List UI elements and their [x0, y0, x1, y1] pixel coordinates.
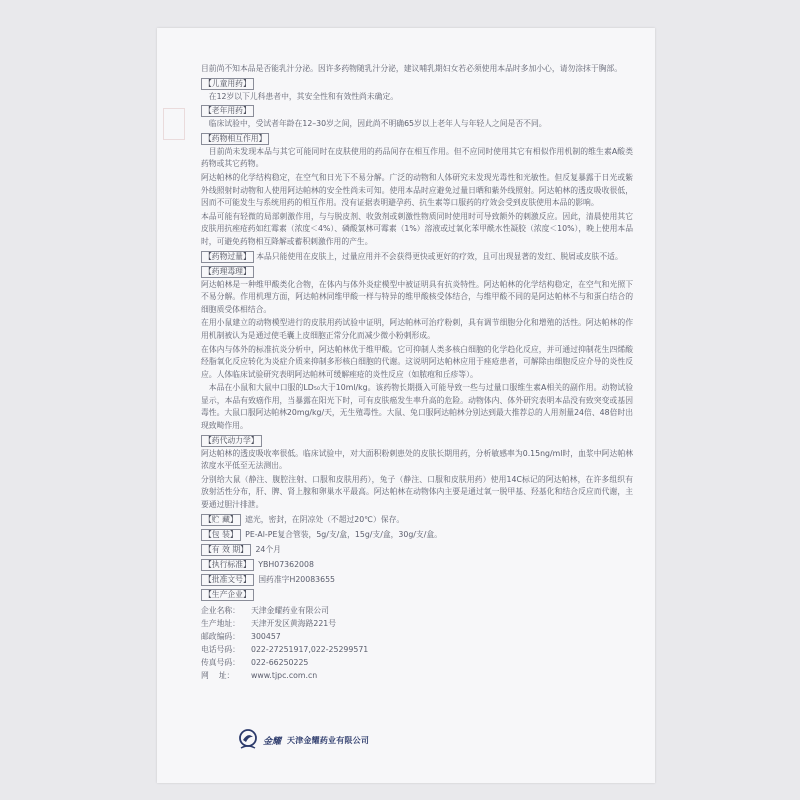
manufacturer-row — [201, 588, 633, 602]
section-head-package: 【包 装】 — [201, 529, 241, 541]
faint-stamp — [163, 108, 185, 140]
interactions-p2: 阿达帕林的化学结构稳定，在空气和日光下不易分解。广泛的动物和人体研究未发现光毒性和光敏性。但反复暴露于日光或紫外线照射时动物和人使用阿达帕林的安全性尚未可知。使用本品时应避免过量日晒和紫外线照射。阿达帕林的透皮吸收很低，因而不可能发生与系统用药的相互作用。没有证据表明避孕药、抗生素等口服药的疗效会受到皮肤使用本品的影响。 — [201, 172, 633, 208]
logo-brand: 金耀 — [263, 736, 282, 747]
package-row — [201, 528, 633, 542]
section-head-validity: 【有 效 期】 — [201, 544, 251, 556]
contact-line — [201, 630, 633, 643]
approval-row — [201, 573, 633, 587]
section-head-standard: 【执行标准】 — [201, 559, 254, 571]
overdose-block — [201, 250, 633, 264]
lactation-paragraph: 目前尚不知本品是否能乳汁分泌。因许多药物随乳汁分泌，建议哺乳期妇女若必须使用本品时多加小心，请勿涂抹于胸部。 — [201, 64, 623, 73]
contact-key: 邮政编码： — [201, 631, 240, 641]
package-text: PE-Al-PE复合管装，5g/支/盒，15g/支/盒，30g/支/盒。 — [245, 529, 442, 539]
contact-value: 天津开发区黄海路221号 — [251, 618, 337, 628]
contact-key: 传真号码： — [201, 658, 240, 667]
website-value: www.tjpc.com.cn — [251, 671, 318, 681]
standard-text: YBH07362008 — [258, 559, 314, 569]
pharmacology-p3: 在体内与体外的标准抗炎分析中，阿达帕林优于维甲酸。它可抑制人类多核白细胞的化学趋化反应，并可通过抑制花生四烯酸经脂氧化反应转化为炎症介质来抑制多形核白细胞的代谢。这说明阿达帕林应用于痤疮患者，可解除由细胞反应介导的炎性反应。人体临床试验研究表明阿达帕林可缓解痤疮的炎性反应（如脓疱和丘疹等）。 — [201, 344, 633, 379]
contact-line — [201, 643, 633, 656]
contact-value: 天津金耀药业有限公司 — [251, 605, 329, 615]
manufacturer-contact — [201, 604, 633, 683]
jinyao-logo-icon — [237, 728, 259, 752]
pharmacology-p2: 在用小鼠建立的动物模型进行的皮肤用药试验中证明，阿达帕林可治疗粉刺，具有调节细胞分化和增殖的活性。阿达帕林的作用机制被认为是通过使毛囊上皮细胞正常分化而减少微小粉刺形成。 — [201, 318, 633, 340]
approval-text: 国药准字H20083655 — [258, 574, 336, 584]
section-head-approval: 【批准文号】 — [201, 574, 254, 586]
interactions-p3: 本品可能有轻微的局部刺激作用，与与脱皮剂、收敛剂或刺激性物质同时使用时可导致额外的刺激反应。因此，清晨使用其它皮肤用抗痤疮药如红霉素（浓度＜4%）、磷酸氯林可霉素（1%）溶液或过氧化苯甲酰水性凝胶（浓度＜10%），晚上使用本品时，可避免药物相互降解或蓄积刺激作用的产生。 — [201, 211, 633, 246]
storage-row — [201, 513, 633, 527]
interactions-p1: 目前尚未发现本品与其它可能同时在皮肤使用的药品间存在相互作用。但不应同时使用其它有相似作用机制的维生素A酸类药物或其它药物。 — [201, 146, 633, 169]
contact-line — [201, 656, 633, 669]
contact-value: 022-27251917,022-25299571 — [251, 644, 369, 654]
contact-line — [201, 669, 633, 682]
children-text: 在12岁以下儿科患者中，其安全性和有效性尚未确定。 — [208, 91, 399, 101]
contact-value: 022-66250225 — [251, 658, 309, 667]
pharmacokinetics-p1: 阿达帕林的透皮吸收率很低。临床试验中，对大面积粉刺患处的皮肤长期用药，分析敏感率为0.15ng/ml时，血浆中阿达帕林浓度水平低至无法测出。 — [201, 448, 633, 471]
pharmacology-p4: 本品在小鼠和大鼠中口服的LD₅₀大于10ml/kg。该药物长期摄入可能导致一些与过量口服维生素A相关的副作用。动物试验显示，本品有致癌作用，当暴露在阳光下时，可有皮肤癌发生率升高的危险。动物体内、体外研究表明本品没有致突变或基因毒性。大鼠口服阿达帕林20mg/kg/天，无生殖毒性。大鼠、兔口服阿达帕林分别达到最大推荐总的人用剂量24倍、48倍时出现致畸作用。 — [201, 383, 633, 431]
section-head-children: 【儿童用药】 — [201, 78, 254, 90]
section-head-elderly: 【老年用药】 — [201, 105, 254, 117]
logo-company: 天津金耀药业有限公司 — [287, 734, 370, 745]
pharmacokinetics-p2: 分别给大鼠（静注、腹腔注射、口服和皮肤用药），兔子（静注、口服和皮肤用药）使用14C标记的阿达帕林，在许多组织有放射活性分布，肝、脾、肾上腺和卵巢水平最高。阿达帕林在动物体内主要是通过氧一脱甲基、羟基化和结合反应而代谢，主要通过胆汁排泄。 — [201, 474, 633, 510]
contact-line — [201, 604, 633, 617]
leaflet-content — [201, 63, 633, 682]
section-head-pharmacokinetics: 【药代动力学】 — [201, 435, 262, 447]
section-head-manufacturer: 【生产企业】 — [201, 589, 254, 601]
overdose-text: 本品只能使用在皮肤上，过量应用并不会获得更快或更好的疗效，且可出现显著的发红、脱屑或皮肤不适。 — [256, 251, 623, 261]
contact-line — [201, 617, 633, 630]
validity-row — [201, 543, 633, 557]
section-head-storage: 【贮 藏】 — [201, 514, 241, 526]
pharmacology-p1: 阿达帕林是一种维甲酸类化合物，在体内与体外炎症模型中被证明具有抗炎特性。阿达帕林的化学结构稳定，在空气和光照下不易分解。作用机理方面，阿达帕林同维甲酸一样与特异的维甲酸核受体结合，与维甲酸不同的是阿达帕林不与和蛋白结合的细胞质受体相结合。 — [201, 279, 633, 314]
standard-row — [201, 558, 633, 572]
contact-key: 生产地址： — [201, 618, 240, 628]
section-head-pharmacology: 【药理毒理】 — [201, 266, 254, 278]
contact-key: 网 址： — [201, 671, 235, 681]
elderly-text: 临床试验中，受试者年龄在12–30岁之间，因此尚不明确65岁以上老年人与年轻人之间是否不同。 — [208, 119, 547, 129]
leaflet-page — [157, 28, 655, 783]
section-head-interactions: 【药物相互作用】 — [201, 133, 269, 145]
section-head-overdose: 【药物过量】 — [201, 251, 254, 263]
contact-value: 300457 — [251, 631, 281, 641]
company-logo — [237, 728, 369, 752]
contact-key: 电话号码： — [201, 644, 240, 654]
contact-key: 企业名称： — [201, 605, 240, 615]
validity-text: 24个月 — [255, 544, 281, 554]
storage-text: 遮光，密封，在阴凉处（不超过20℃）保存。 — [245, 514, 405, 524]
